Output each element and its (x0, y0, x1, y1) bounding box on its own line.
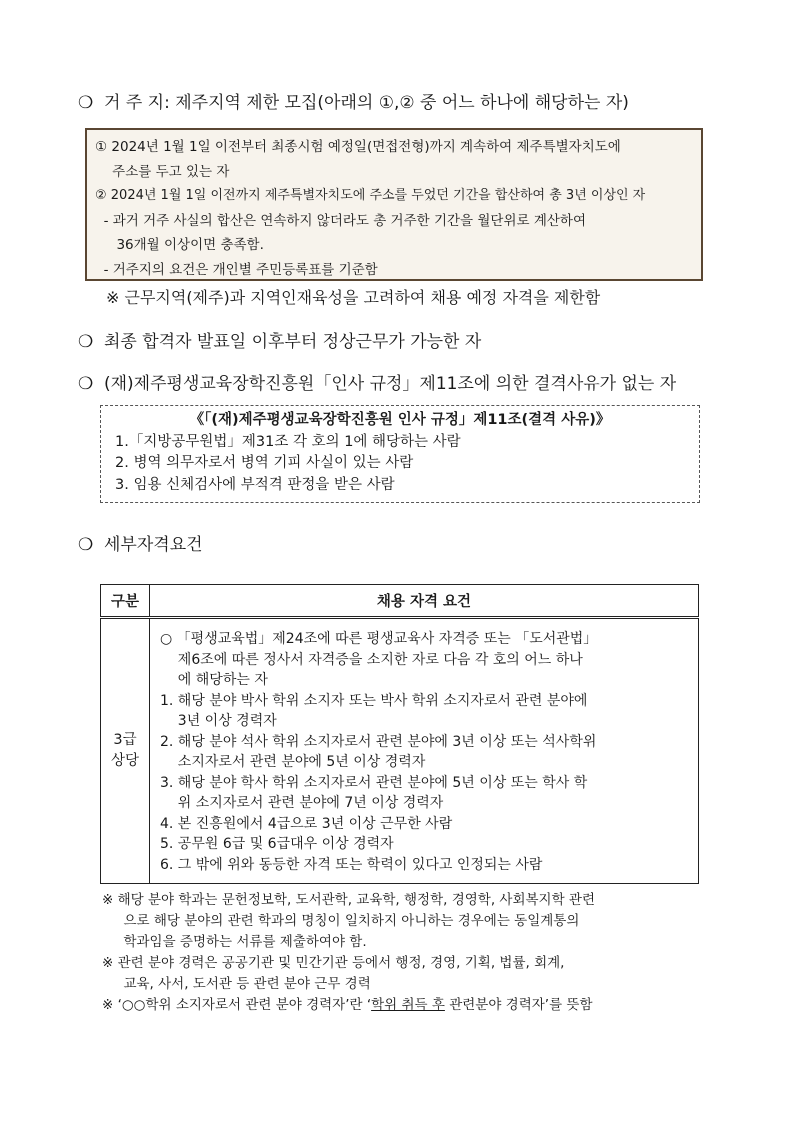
footnote-line: 교육, 사서, 도서관 등 관련 분야 근무 경력 (102, 976, 371, 992)
footnote-underlined: 학위 취득 후 (371, 997, 445, 1013)
footnote-suffix: 관련분야 경력자’를 뜻함 (444, 997, 593, 1013)
detailed-qualifications-text: 세부자격요건 (104, 535, 203, 555)
footnote-line: ※ 해당 분야 학과는 문헌정보학, 도서관학, 교육학, 행정학, 경영학, 사회복지학 관련 (102, 892, 595, 908)
residence-line: - 거주지의 요건은 개인별 주민등록표를 기준함 (95, 261, 378, 278)
residence-note: ※ 근무지역(제주)과 지역인재육성을 고려하여 채용 예정 자격을 제한함 (106, 288, 601, 307)
requirement-line: 5. 공무원 6급 및 6급대우 이상 경력자 (160, 836, 394, 852)
category-line: 3급 (113, 732, 137, 748)
bullet-circle-icon: ❍ (78, 374, 94, 394)
residence-requirement (78, 88, 629, 113)
requirement-line: 위 소지자로서 관련 분야에 7년 이상 경력자 (160, 795, 444, 811)
requirement-line: 3. 해당 분야 학사 학위 소지자로서 관련 분야에 5년 이상 또는 학사 학 (160, 774, 588, 791)
footnote-prefix: ※ ‘○○학위 소지자로서 관련 분야 경력자’란 ‘ (102, 997, 372, 1013)
requirement-line: 제6조에 따른 정사서 자격증을 소지한 자로 다음 각 호의 어느 하나 (160, 651, 583, 668)
work-availability-text: 최종 합격자 발표일 이후부터 정상근무가 가능한 자 (104, 332, 482, 352)
disqualification-requirement (78, 369, 676, 394)
disqualification-item: 3. 임용 신체검사에 부적격 판정을 받은 사람 (115, 476, 395, 493)
residence-line: ① 2024년 1월 1일 이전부터 최종시험 예정일(면접전형)까지 계속하여 제주특별자치도에 (95, 139, 621, 155)
requirement-line: 4. 본 진흥원에서 4급으로 3년 이상 근무한 사람 (160, 815, 453, 832)
footnote-line: 으로 해당 분야의 관련 학과의 명칭이 일치하지 아니하는 경우에는 동일계통의 (102, 913, 580, 929)
residence-label: 거 주 지: (104, 93, 170, 113)
disqualification-text: (재)제주평생교육장학진흥원「인사 규정」제11조에 의한 결격사유가 없는 자 (104, 374, 677, 394)
header-requirements: 채용 자격 요건 (150, 585, 699, 618)
work-availability-requirement (78, 327, 481, 352)
category-line: 상당 (110, 753, 139, 769)
bullet-circle-icon: ❍ (78, 535, 94, 555)
detailed-qualifications-heading (78, 530, 203, 555)
table-row (101, 618, 699, 884)
requirement-line: 1. 해당 분야 박사 학위 소지자 또는 박사 학위 소지자로서 관련 분야에 (160, 692, 588, 709)
requirement-line: 3년 이상 경력자 (160, 713, 277, 729)
residence-line: - 과거 거주 사실의 합산은 연속하지 않더라도 총 거주한 기간을 월단위로 계산하여 (95, 212, 587, 229)
qualifications-table (100, 584, 699, 884)
footnote-line: ※ 관련 분야 경력은 공공기관 및 민간기관 등에서 행정, 경영, 기획, 법률, 회계, (102, 955, 565, 971)
requirement-line: ○ 「평생교육법」제24조에 따른 평생교육사 자격증 또는 「도서관법」 (160, 631, 598, 647)
table-header-row (101, 585, 699, 618)
footnote-line (102, 995, 702, 1016)
disqualification-title: 《「(재)제주평생교육장학진흥원 인사 규정」제11조(결격 사유)》 (189, 412, 611, 428)
bullet-circle-icon: ❍ (78, 332, 94, 352)
disqualification-item: 2. 병역 의무자로서 병역 기피 사실이 있는 사람 (115, 455, 414, 471)
residence-line: ② 2024년 1월 1일 이전까지 제주특별자치도에 주소를 두었던 기간을 합산하여 총 3년 이상인 자 (95, 188, 646, 203)
bullet-circle-icon: ❍ (78, 93, 94, 113)
requirement-line: 에 해당하는 자 (160, 672, 268, 688)
residence-line: 36개월 이상이면 충족함. (95, 237, 264, 253)
header-category: 구분 (101, 585, 150, 618)
disqualification-item: 1.「지방공무원법」제31조 각 호의 1에 해당하는 사람 (115, 433, 461, 450)
requirement-line: 2. 해당 분야 석사 학위 소지자로서 관련 분야에 3년 이상 또는 석사학위 (160, 733, 597, 750)
requirement-line: 6. 그 밖에 위와 동등한 자격 또는 학력이 있다고 인정되는 사람 (160, 856, 543, 873)
disqualification-box (100, 405, 700, 503)
footnotes (102, 890, 702, 1016)
residence-line: 주소를 두고 있는 자 (95, 163, 230, 180)
requirement-line: 소지자로서 관련 분야에 5년 이상 경력자 (160, 754, 426, 770)
footnote-line: 학과임을 증명하는 서류를 제출하여야 함. (102, 934, 367, 950)
requirements-cell (150, 618, 699, 884)
category-cell (101, 618, 150, 884)
residence-conditions-box (85, 128, 703, 281)
residence-text: 제주지역 제한 모집(아래의 ①,② 중 어느 하나에 해당하는 자) (175, 93, 629, 113)
